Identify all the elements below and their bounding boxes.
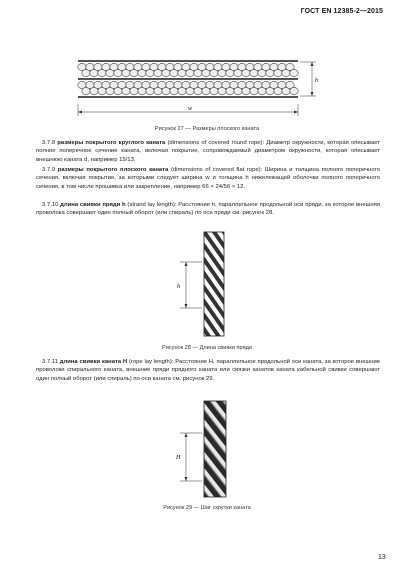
figure-28-caption: Рисунок 28 — Длина свивки пряди — [162, 345, 252, 351]
middle-plate — [78, 78, 298, 80]
section-3-7-11 — [36, 358, 380, 383]
page-number: 13 — [378, 554, 386, 561]
section-3-7-10 — [36, 201, 380, 218]
figure-29-caption: Рисунок 29 — Шаг скрутки каната — [163, 505, 251, 511]
section-body: Ширина и толщина полного поперечного сечения, включая покрытие, за которыми следует ширина w и толщина h нижележащей оболочки полного поперечного сечения, в том числе прошивка или закрепление, например 66 × 24/56 × 12. — [36, 167, 380, 190]
strand-body — [204, 232, 224, 336]
section-body: Расстояние h, параллельное продольной оси пряди, за которое внешняя проволока совершает один полный оборот (или спираль) по оси пряди см. рисунок 28. — [36, 202, 380, 217]
rope-body — [204, 401, 226, 497]
section-term: размеры покрытого круглого каната — [57, 140, 166, 146]
section-body: Расстояние H, параллельное продольной оси каната, за которое внешние проволоки спирального каната, внешние пряди прядного каната или связки канатов каната кабельной свивки совершают один полный оборот (или спираль) по оси каната см. рисунок 29. — [36, 359, 381, 382]
coil-wire-loop — [290, 69, 298, 76]
section-number: 3.7.8 — [42, 140, 56, 146]
section-3-7-8 — [36, 139, 380, 164]
section-3-7-9 — [36, 166, 380, 191]
section-term-english: (strand lay length): — [127, 202, 177, 208]
label-w: w — [188, 106, 193, 112]
section-term: длина свивки каната H — [59, 359, 128, 365]
label-H: H — [176, 455, 181, 461]
section-term: длина свивки пряди h — [60, 202, 126, 208]
section-number: 3.7.10 — [42, 202, 59, 208]
label-h: h — [315, 78, 318, 84]
section-term-english: (dimensions of covered round rope): — [167, 140, 265, 146]
section-number: 3.7.11 — [42, 359, 58, 365]
section-body: Диаметр окружности, которая описывает полное поперечное сечение каната, включая покрытие, сопровождаемый диаметром окружности, которая описывает внешнюю каната d, например 15/13. — [36, 140, 380, 163]
coil-wire-loop — [290, 87, 298, 94]
label-h: h — [177, 284, 180, 290]
bottom-plate — [78, 96, 298, 98]
standard-header: ГОСТ EN 12385-2—2015 — [300, 8, 383, 15]
figure-27-flat-rope-diagram — [60, 44, 330, 122]
section-term-english: (rope lay length): — [128, 359, 174, 365]
figure-28-strand-diagram — [160, 228, 260, 340]
section-term: размеры покрытого плоского каната — [57, 167, 169, 173]
top-plate — [78, 60, 298, 62]
figure-29-rope-diagram — [160, 395, 260, 501]
section-number: 3.7.9 — [42, 167, 56, 173]
figure-27-caption: Рисунок 27 — Размеры плоского каната — [154, 126, 260, 132]
section-term-english: (dimensions of covered flat rope): — [170, 167, 263, 173]
